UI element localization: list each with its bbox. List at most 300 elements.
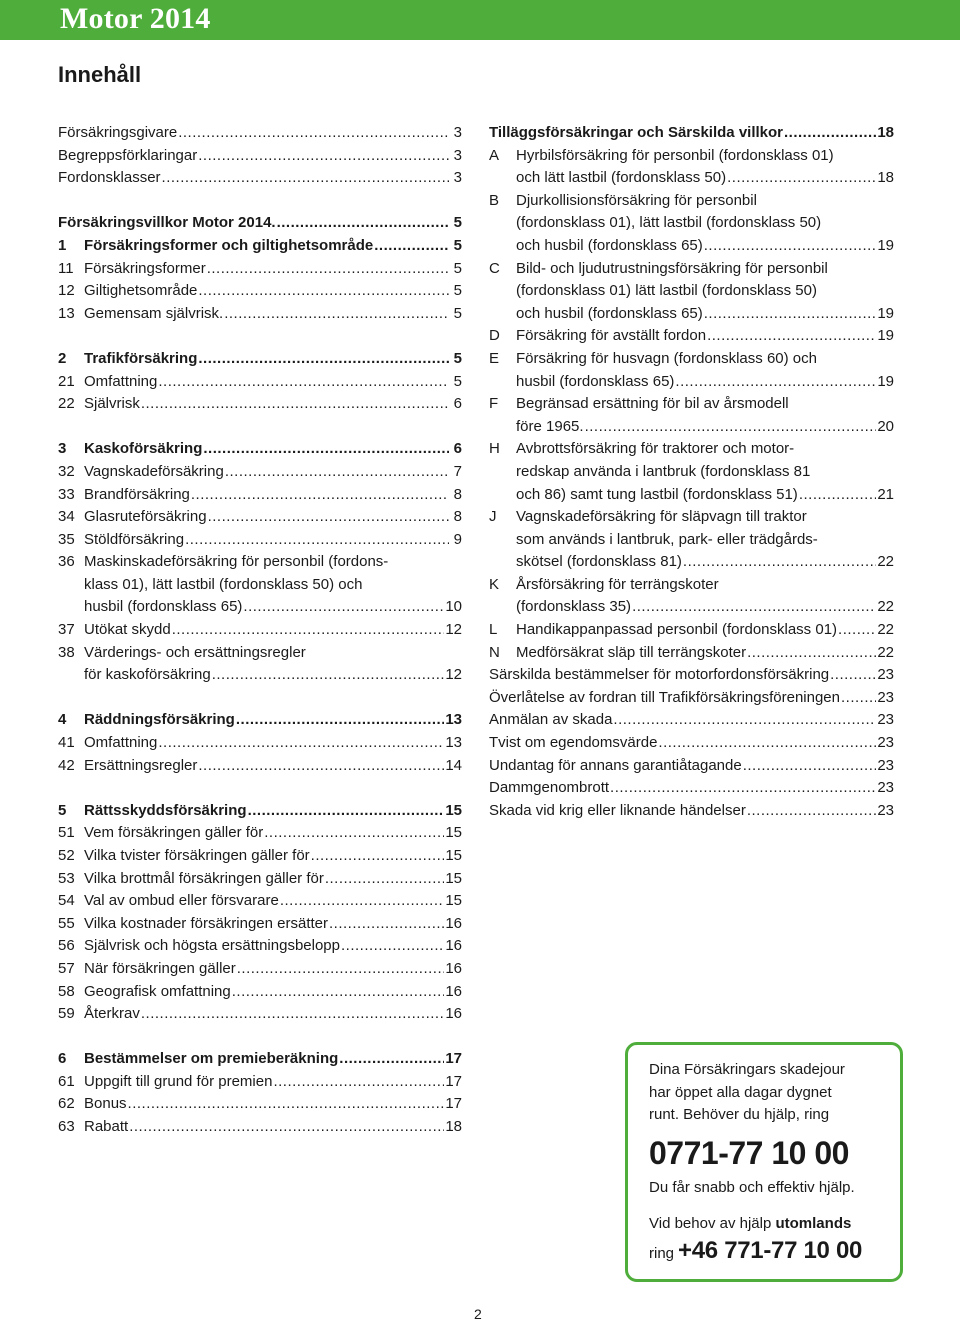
toc-entry-label: Bestämmelser om premieberäkning <box>84 1050 339 1067</box>
toc-entry-line <box>489 461 894 484</box>
toc-entry-label: Glasruteförsäkring <box>84 508 207 526</box>
toc-page-number: 19 <box>877 372 894 390</box>
toc-page-number: 18 <box>877 169 894 187</box>
toc-leader-dots <box>838 619 876 642</box>
toc-page-number: 5 <box>453 282 462 300</box>
page-number: 2 <box>474 1306 482 1320</box>
toc-entry-label: Utökat skydd <box>84 621 171 639</box>
toc-leader-dots <box>675 371 876 394</box>
toc-page-number: 23 <box>877 666 894 684</box>
toc-leader-dots <box>212 664 445 687</box>
toc-entry-label: Vem försäkringen gäller för <box>84 824 264 842</box>
toc-leader-dots <box>277 212 449 235</box>
toc-entry-label: före 1965. <box>516 417 584 435</box>
toc-entry-number: D <box>489 327 500 345</box>
toc-leader-dots <box>341 935 444 958</box>
toc-entry[interactable] <box>489 167 894 190</box>
toc-entry-number: J <box>489 508 497 526</box>
toc-entry-label: Giltighetsområde <box>84 282 198 300</box>
toc-entry[interactable] <box>58 303 462 326</box>
toc-entry-number: 62 <box>58 1095 75 1113</box>
toc-entry-number: 12 <box>58 282 75 300</box>
toc-entry-label: Självrisk och högsta ersättningsbelopp <box>84 937 340 955</box>
toc-entry-label: och 86) samt tung lastbil (fordonsklass 51) <box>516 485 798 503</box>
toc-entry[interactable] <box>58 393 462 416</box>
toc-entry[interactable] <box>489 371 894 394</box>
toc-entry-number: 5 <box>58 801 67 819</box>
toc-entry-label: Kaskoförsäkring <box>84 440 203 458</box>
toc-entry-text: Begränsad ersättning för bil av årsmodell <box>516 395 789 413</box>
toc-entry-number: 57 <box>58 959 75 977</box>
toc-entry-text: Årsförsäkring för terrängskoter <box>516 575 719 593</box>
international-phone-number[interactable]: +46 771-77 10 00 <box>678 1236 863 1264</box>
toc-entry-label: Tvist om egendomsvärde <box>489 734 658 752</box>
toc-entry-label: (fordonsklass 35) <box>516 598 632 616</box>
toc-entry-line <box>489 190 894 213</box>
toc-page-number: 23 <box>877 779 894 797</box>
toc-entry-label: skötsel (fordonsklass 81) <box>516 553 682 571</box>
toc-page-number: 3 <box>453 124 462 141</box>
toc-entry-label: När försäkringen gäller <box>84 959 236 977</box>
toc-entry[interactable] <box>489 664 894 687</box>
toc-entry[interactable] <box>58 868 462 891</box>
toc-leader-dots <box>198 348 449 371</box>
toc-entry-text: (fordonsklass 01) lätt lastbil (fordonsklass 50) <box>516 282 817 300</box>
toc-entry-label: Vilka brottmål försäkringen gäller för <box>84 869 324 887</box>
toc-leader-dots <box>158 732 444 755</box>
toc-entry[interactable] <box>489 800 894 823</box>
toc-entry-label: Anmälan av skada <box>489 711 613 729</box>
toc-entry-number: 41 <box>58 734 75 752</box>
toc-entry-line <box>489 574 894 597</box>
toc-entry[interactable] <box>58 913 462 936</box>
toc-entry[interactable] <box>489 642 894 665</box>
toc-page-number: 15 <box>445 892 462 910</box>
toc-leader-dots <box>280 890 445 913</box>
toc-left-bottom-column <box>58 1048 462 1138</box>
toc-entry-text: redskap använda i lantbruk (fordonsklass 81 <box>516 462 811 480</box>
toc-entry-number: 42 <box>58 756 75 774</box>
toc-page-number: 15 <box>445 847 462 864</box>
toc-entry-text: Djurkollisionsförsäkring för personbil <box>516 191 757 209</box>
info-abroad-prefix: Vid behov av hjälp <box>649 1214 776 1232</box>
toc-page-number: 22 <box>877 643 894 661</box>
toc-entry[interactable] <box>489 619 894 642</box>
toc-page-number: 18 <box>445 1117 462 1135</box>
toc-leader-dots <box>141 1003 444 1026</box>
toc-entry-label: Omfattning <box>84 734 158 752</box>
toc-entry-label: Trafikförsäkring <box>84 349 198 367</box>
toc-entry[interactable] <box>58 145 462 168</box>
toc-entry[interactable] <box>58 1116 462 1139</box>
toc-page-number: 22 <box>877 553 894 571</box>
toc-page-number: 16 <box>445 959 462 977</box>
toc-entry[interactable] <box>58 484 462 507</box>
toc-leader-dots <box>325 868 444 891</box>
toc-entry[interactable] <box>489 687 894 710</box>
toc-entry-number: 55 <box>58 914 75 932</box>
toc-leader-dots <box>339 1048 444 1071</box>
toc-entry[interactable] <box>489 122 894 145</box>
toc-entry-number: K <box>489 575 500 593</box>
toc-entry-text: (fordonsklass 01), lätt lastbil (fordonsklass 50) <box>516 214 822 232</box>
toc-entry-label: Försäkring för avställt fordon <box>516 327 707 345</box>
toc-page-number: 8 <box>453 508 462 526</box>
toc-entry-label: Fordonsklasser <box>58 169 161 187</box>
toc-entry-label: Gemensam självrisk. <box>84 304 224 322</box>
toc-page-number: 5 <box>453 372 462 390</box>
toc-entry[interactable] <box>58 845 462 868</box>
toc-entry-label: Återkrav <box>84 1005 140 1023</box>
toc-entry[interactable] <box>58 800 462 823</box>
toc-entry-number: L <box>489 621 498 639</box>
toc-entry-label: Rabatt <box>84 1117 129 1135</box>
toc-leader-dots <box>128 1093 445 1116</box>
toc-entry[interactable] <box>58 596 462 619</box>
toc-entry[interactable] <box>58 167 462 190</box>
toc-page-number: 13 <box>445 711 462 729</box>
toc-entry-number: 11 <box>58 259 74 277</box>
toc-leader-dots <box>178 122 449 145</box>
toc-entry-number: 3 <box>58 440 67 458</box>
toc-leader-dots <box>198 755 444 778</box>
toc-entry[interactable] <box>489 755 894 778</box>
toc-page-number: 19 <box>877 327 894 345</box>
toc-page-number: 5 <box>453 349 462 367</box>
toc-leader-dots <box>158 371 449 394</box>
toc-entry[interactable] <box>58 280 462 303</box>
toc-entry-number: 53 <box>58 869 75 887</box>
toc-leader-dots <box>727 167 876 190</box>
toc-page-number: 15 <box>445 801 462 819</box>
toc-page-number: 8 <box>453 485 462 503</box>
toc-entry-number: 36 <box>58 553 75 571</box>
toc-entry[interactable] <box>58 461 462 484</box>
info-line-2: har öppet alla dagar dygnet <box>649 1083 832 1101</box>
toc-entry[interactable] <box>58 1093 462 1116</box>
toc-entry[interactable] <box>489 709 894 732</box>
toc-entry-number: C <box>489 259 500 277</box>
toc-entry-label: och husbil (fordonsklass 65) <box>516 304 703 322</box>
toc-entry-text: Vagnskadeförsäkring för släpvagn till traktor <box>516 508 807 526</box>
toc-entry[interactable] <box>489 484 894 507</box>
toc-page-number: 19 <box>877 236 894 254</box>
toc-leader-dots <box>248 800 445 823</box>
toc-entry-label: husbil (fordonsklass 65) <box>84 598 243 616</box>
toc-entry-label: och lätt lastbil (fordonsklass 50) <box>516 169 727 187</box>
toc-entry[interactable] <box>58 732 462 755</box>
toc-entry[interactable] <box>58 235 462 258</box>
toc-entry-label: Försäkringsvillkor Motor 2014. <box>58 214 276 232</box>
toc-entry[interactable] <box>58 1071 462 1094</box>
toc-page-number: 6 <box>453 395 462 413</box>
toc-leader-dots <box>743 755 877 778</box>
toc-leader-dots <box>704 303 877 326</box>
toc-entry-line <box>489 280 894 303</box>
emergency-info-box <box>625 1042 903 1282</box>
toc-entry-number: 1 <box>58 236 67 254</box>
toc-entry-number: A <box>489 146 500 164</box>
toc-entry[interactable] <box>58 348 462 371</box>
toc-entry[interactable] <box>489 303 894 326</box>
toc-entry-number: 63 <box>58 1117 75 1135</box>
toc-entry-label: Geografisk omfattning <box>84 982 231 1000</box>
toc-leader-dots <box>172 619 445 642</box>
info-quick-help: Du får snabb och effektiv hjälp. <box>649 1178 855 1196</box>
toc-entry[interactable] <box>489 416 894 439</box>
toc-leader-dots <box>784 122 876 145</box>
toc-entry-number: 6 <box>58 1050 67 1067</box>
toc-entry-number: 58 <box>58 982 75 1000</box>
toc-entry-label: Begreppsförklaringar <box>58 146 198 164</box>
toc-entry-label: Val av ombud eller försvarare <box>84 892 279 910</box>
toc-entry[interactable] <box>58 371 462 394</box>
toc-entry-number: B <box>489 191 500 209</box>
toc-page-number: 12 <box>445 666 462 684</box>
toc-page-number: 23 <box>877 711 894 729</box>
header-bar <box>0 0 960 40</box>
toc-leader-dots <box>129 1116 444 1139</box>
toc-leader-dots <box>610 777 876 800</box>
toc-entry-number: F <box>489 395 499 413</box>
toc-entry-number: 52 <box>58 847 75 864</box>
toc-leader-dots <box>747 800 876 823</box>
toc-page-number: 23 <box>877 734 894 752</box>
toc-entry-label: Undantag för annans garantiåtagande <box>489 756 742 774</box>
toc-leader-dots <box>585 416 877 439</box>
toc-page-number: 15 <box>445 824 462 842</box>
toc-entry-label: Omfattning <box>84 372 158 390</box>
toc-entry-label: Överlåtelse av fordran till Trafikförsäkringsföreningen <box>489 688 840 706</box>
toc-entry-label: Uppgift till grund för premien <box>84 1072 273 1090</box>
toc-entry-label: Försäkringsformer och giltighetsområde <box>84 236 374 254</box>
toc-entry[interactable] <box>489 732 894 755</box>
toc-entry-line <box>489 145 894 168</box>
toc-entry-number: 22 <box>58 395 75 413</box>
phone-number[interactable]: 0771-77 10 00 <box>649 1134 849 1171</box>
toc-leader-dots <box>232 981 445 1004</box>
toc-page-number: 22 <box>877 598 894 616</box>
toc-leader-dots <box>747 642 876 665</box>
toc-entry[interactable] <box>58 664 462 687</box>
toc-entry-label: Bonus <box>84 1095 127 1113</box>
document-title: Motor 2014 <box>60 2 211 35</box>
toc-leader-dots <box>162 167 449 190</box>
toc-entry-number: 59 <box>58 1005 75 1023</box>
toc-leader-dots <box>224 303 449 326</box>
toc-leader-dots <box>198 145 449 168</box>
toc-entry-text: Försäkring för husvagn (fordonsklass 60) och <box>516 349 817 367</box>
toc-entry-text: som används i lantbruk, park- eller trädgårds- <box>516 530 818 548</box>
toc-page-number: 5 <box>453 236 462 254</box>
toc-entry-text: Hyrbilsförsäkring för personbil (fordonsklass 01) <box>516 146 834 164</box>
toc-entry-label: Brandförsäkring <box>84 485 190 503</box>
info-abroad-bold: utomlands <box>775 1214 852 1232</box>
toc-leader-dots <box>613 709 876 732</box>
toc-page-number: 23 <box>877 688 894 706</box>
toc-leader-dots <box>704 235 877 258</box>
info-line-3: runt. Behöver du hjälp, ring <box>649 1106 830 1124</box>
toc-page-number: 20 <box>877 417 894 435</box>
toc-page-number: 17 <box>445 1095 462 1113</box>
toc-entry[interactable] <box>58 958 462 981</box>
toc-entry-label: Vagnskadeförsäkring <box>84 462 224 480</box>
toc-entry-label: Stöldförsäkring <box>84 530 185 548</box>
toc-entry[interactable] <box>58 822 462 845</box>
toc-entry[interactable] <box>58 619 462 642</box>
toc-leader-dots <box>141 393 449 416</box>
toc-entry[interactable] <box>58 529 462 552</box>
toc-page-number: 10 <box>445 598 462 616</box>
toc-leader-dots <box>203 438 449 461</box>
toc-entry[interactable] <box>58 506 462 529</box>
toc-entry-text: Bild- och ljudutrustningsförsäkring för personbil <box>516 259 828 277</box>
toc-leader-dots <box>273 1071 444 1094</box>
toc-entry-number: 32 <box>58 462 75 480</box>
toc-entry-line <box>489 348 894 371</box>
toc-entry[interactable] <box>58 981 462 1004</box>
toc-entry-label: Räddningsförsäkring <box>84 711 235 729</box>
toc-page-number: 23 <box>877 801 894 819</box>
toc-leader-dots <box>185 529 449 552</box>
toc-page-number: 3 <box>453 169 462 187</box>
toc-entry-label: Dammgenombrott <box>489 779 610 797</box>
toc-entry-number: E <box>489 349 500 367</box>
toc-page-number: 15 <box>445 869 462 887</box>
toc-entry-label: Försäkringsgivare <box>58 124 178 141</box>
toc-entry[interactable] <box>58 935 462 958</box>
toc-page-number: 17 <box>445 1072 462 1090</box>
toc-entry-number: 38 <box>58 643 75 661</box>
toc-page-number: 16 <box>445 982 462 1000</box>
toc-entry-number: 61 <box>58 1072 75 1090</box>
toc-entry-number: 37 <box>58 621 75 639</box>
toc-entry-line <box>58 551 462 574</box>
toc-leader-dots <box>237 958 445 981</box>
toc-entry[interactable] <box>58 709 462 732</box>
toc-leader-dots <box>311 845 445 868</box>
toc-leader-dots <box>374 235 449 258</box>
toc-entry-number: 33 <box>58 485 75 503</box>
toc-page-number: 18 <box>877 124 894 141</box>
toc-entry-label: och husbil (fordonsklass 65) <box>516 236 703 254</box>
toc-entry-number: 21 <box>58 372 75 390</box>
toc-entry-label: Vilka kostnader försäkringen ersätter <box>84 914 329 932</box>
toc-page-number: 9 <box>453 530 462 548</box>
toc-entry-number: 2 <box>58 349 67 367</box>
toc-right-column <box>489 122 894 822</box>
toc-entry[interactable] <box>489 596 894 619</box>
toc-entry-label: Tilläggsförsäkringar och Särskilda villkor <box>489 124 784 141</box>
toc-entry-number: 35 <box>58 530 75 548</box>
toc-leader-dots <box>225 461 449 484</box>
toc-entry-label: Rättsskyddsförsäkring <box>84 801 247 819</box>
toc-entry-text: Värderings- och ersättningsregler <box>84 643 306 661</box>
toc-entry[interactable] <box>58 1003 462 1026</box>
toc-entry-label: Särskilda bestämmelser för motorfordonsförsäkring <box>489 666 830 684</box>
toc-entry-number: 56 <box>58 937 75 955</box>
toc-entry[interactable] <box>58 890 462 913</box>
toc-entry-label: Vilka tvister försäkringen gäller för <box>84 847 310 864</box>
toc-entry-label: Medförsäkrat släp till terrängskoter <box>516 643 747 661</box>
toc-entry-line <box>58 574 462 597</box>
toc-entry[interactable] <box>58 122 462 145</box>
toc-entry-label: Skada vid krig eller liknande händelser <box>489 801 746 819</box>
toc-entry-line <box>489 393 894 416</box>
toc-page-number: 7 <box>453 462 462 480</box>
toc-entry-text: Avbrottsförsäkring för traktorer och motor- <box>516 440 795 458</box>
toc-entry-number: 54 <box>58 892 75 910</box>
toc-entry-label: Självrisk <box>84 395 140 413</box>
toc-page-number: 16 <box>445 937 462 955</box>
info-abroad <box>649 1213 880 1235</box>
toc-leader-dots <box>208 506 449 529</box>
toc-page-number: 16 <box>445 1005 462 1023</box>
ring-label: ring <box>649 1244 675 1262</box>
toc-entry-label: Försäkringsformer <box>84 259 206 277</box>
toc-page-number: 17 <box>445 1050 462 1067</box>
toc-entry[interactable] <box>58 755 462 778</box>
toc-entry[interactable] <box>58 212 462 235</box>
toc-page-number: 14 <box>445 756 462 774</box>
toc-entry-number: 51 <box>58 824 75 842</box>
toc-left-column <box>58 122 462 1026</box>
toc-entry[interactable] <box>489 551 894 574</box>
toc-entry-label: Ersättningsregler <box>84 756 198 774</box>
toc-entry[interactable] <box>489 325 894 348</box>
toc-entry[interactable] <box>58 438 462 461</box>
toc-leader-dots <box>207 258 449 281</box>
info-ring-row <box>649 1237 880 1265</box>
toc-page-number: 12 <box>445 621 462 639</box>
toc-page-number: 13 <box>445 734 462 752</box>
toc-entry-line <box>489 212 894 235</box>
toc-leader-dots <box>632 596 876 619</box>
toc-page-number: 21 <box>877 485 894 503</box>
toc-entry[interactable] <box>489 777 894 800</box>
toc-leader-dots <box>243 596 444 619</box>
toc-leader-dots <box>830 664 876 687</box>
toc-page-number: 5 <box>453 259 462 277</box>
toc-leader-dots <box>191 484 449 507</box>
info-line-1: Dina Försäkringars skadejour <box>649 1061 845 1078</box>
toc-leader-dots <box>683 551 876 574</box>
toc-entry-line <box>489 438 894 461</box>
toc-entry-label: husbil (fordonsklass 65) <box>516 372 675 390</box>
toc-leader-dots <box>329 913 444 936</box>
toc-leader-dots <box>198 280 449 303</box>
toc-entry-label: för kaskoförsäkring <box>84 666 211 684</box>
toc-leader-dots <box>707 325 876 348</box>
toc-page-number: 5 <box>453 304 462 322</box>
toc-leader-dots <box>841 687 876 710</box>
toc-entry[interactable] <box>58 1048 462 1071</box>
page-title: Innehåll <box>58 62 142 87</box>
toc-page-number: 23 <box>877 756 894 774</box>
toc-entry-line <box>489 506 894 529</box>
toc-entry-line <box>58 642 462 665</box>
toc-entry-number: N <box>489 643 500 661</box>
toc-entry[interactable] <box>489 235 894 258</box>
toc-page-number: 19 <box>877 304 894 322</box>
toc-entry-number: 13 <box>58 304 75 322</box>
toc-entry-number: 4 <box>58 711 67 729</box>
toc-page-number: 5 <box>453 214 462 232</box>
toc-leader-dots <box>264 822 444 845</box>
toc-entry[interactable] <box>58 258 462 281</box>
toc-entry-text: Maskinskadeförsäkring för personbil (fordons- <box>84 553 389 571</box>
toc-entry-line <box>489 258 894 281</box>
